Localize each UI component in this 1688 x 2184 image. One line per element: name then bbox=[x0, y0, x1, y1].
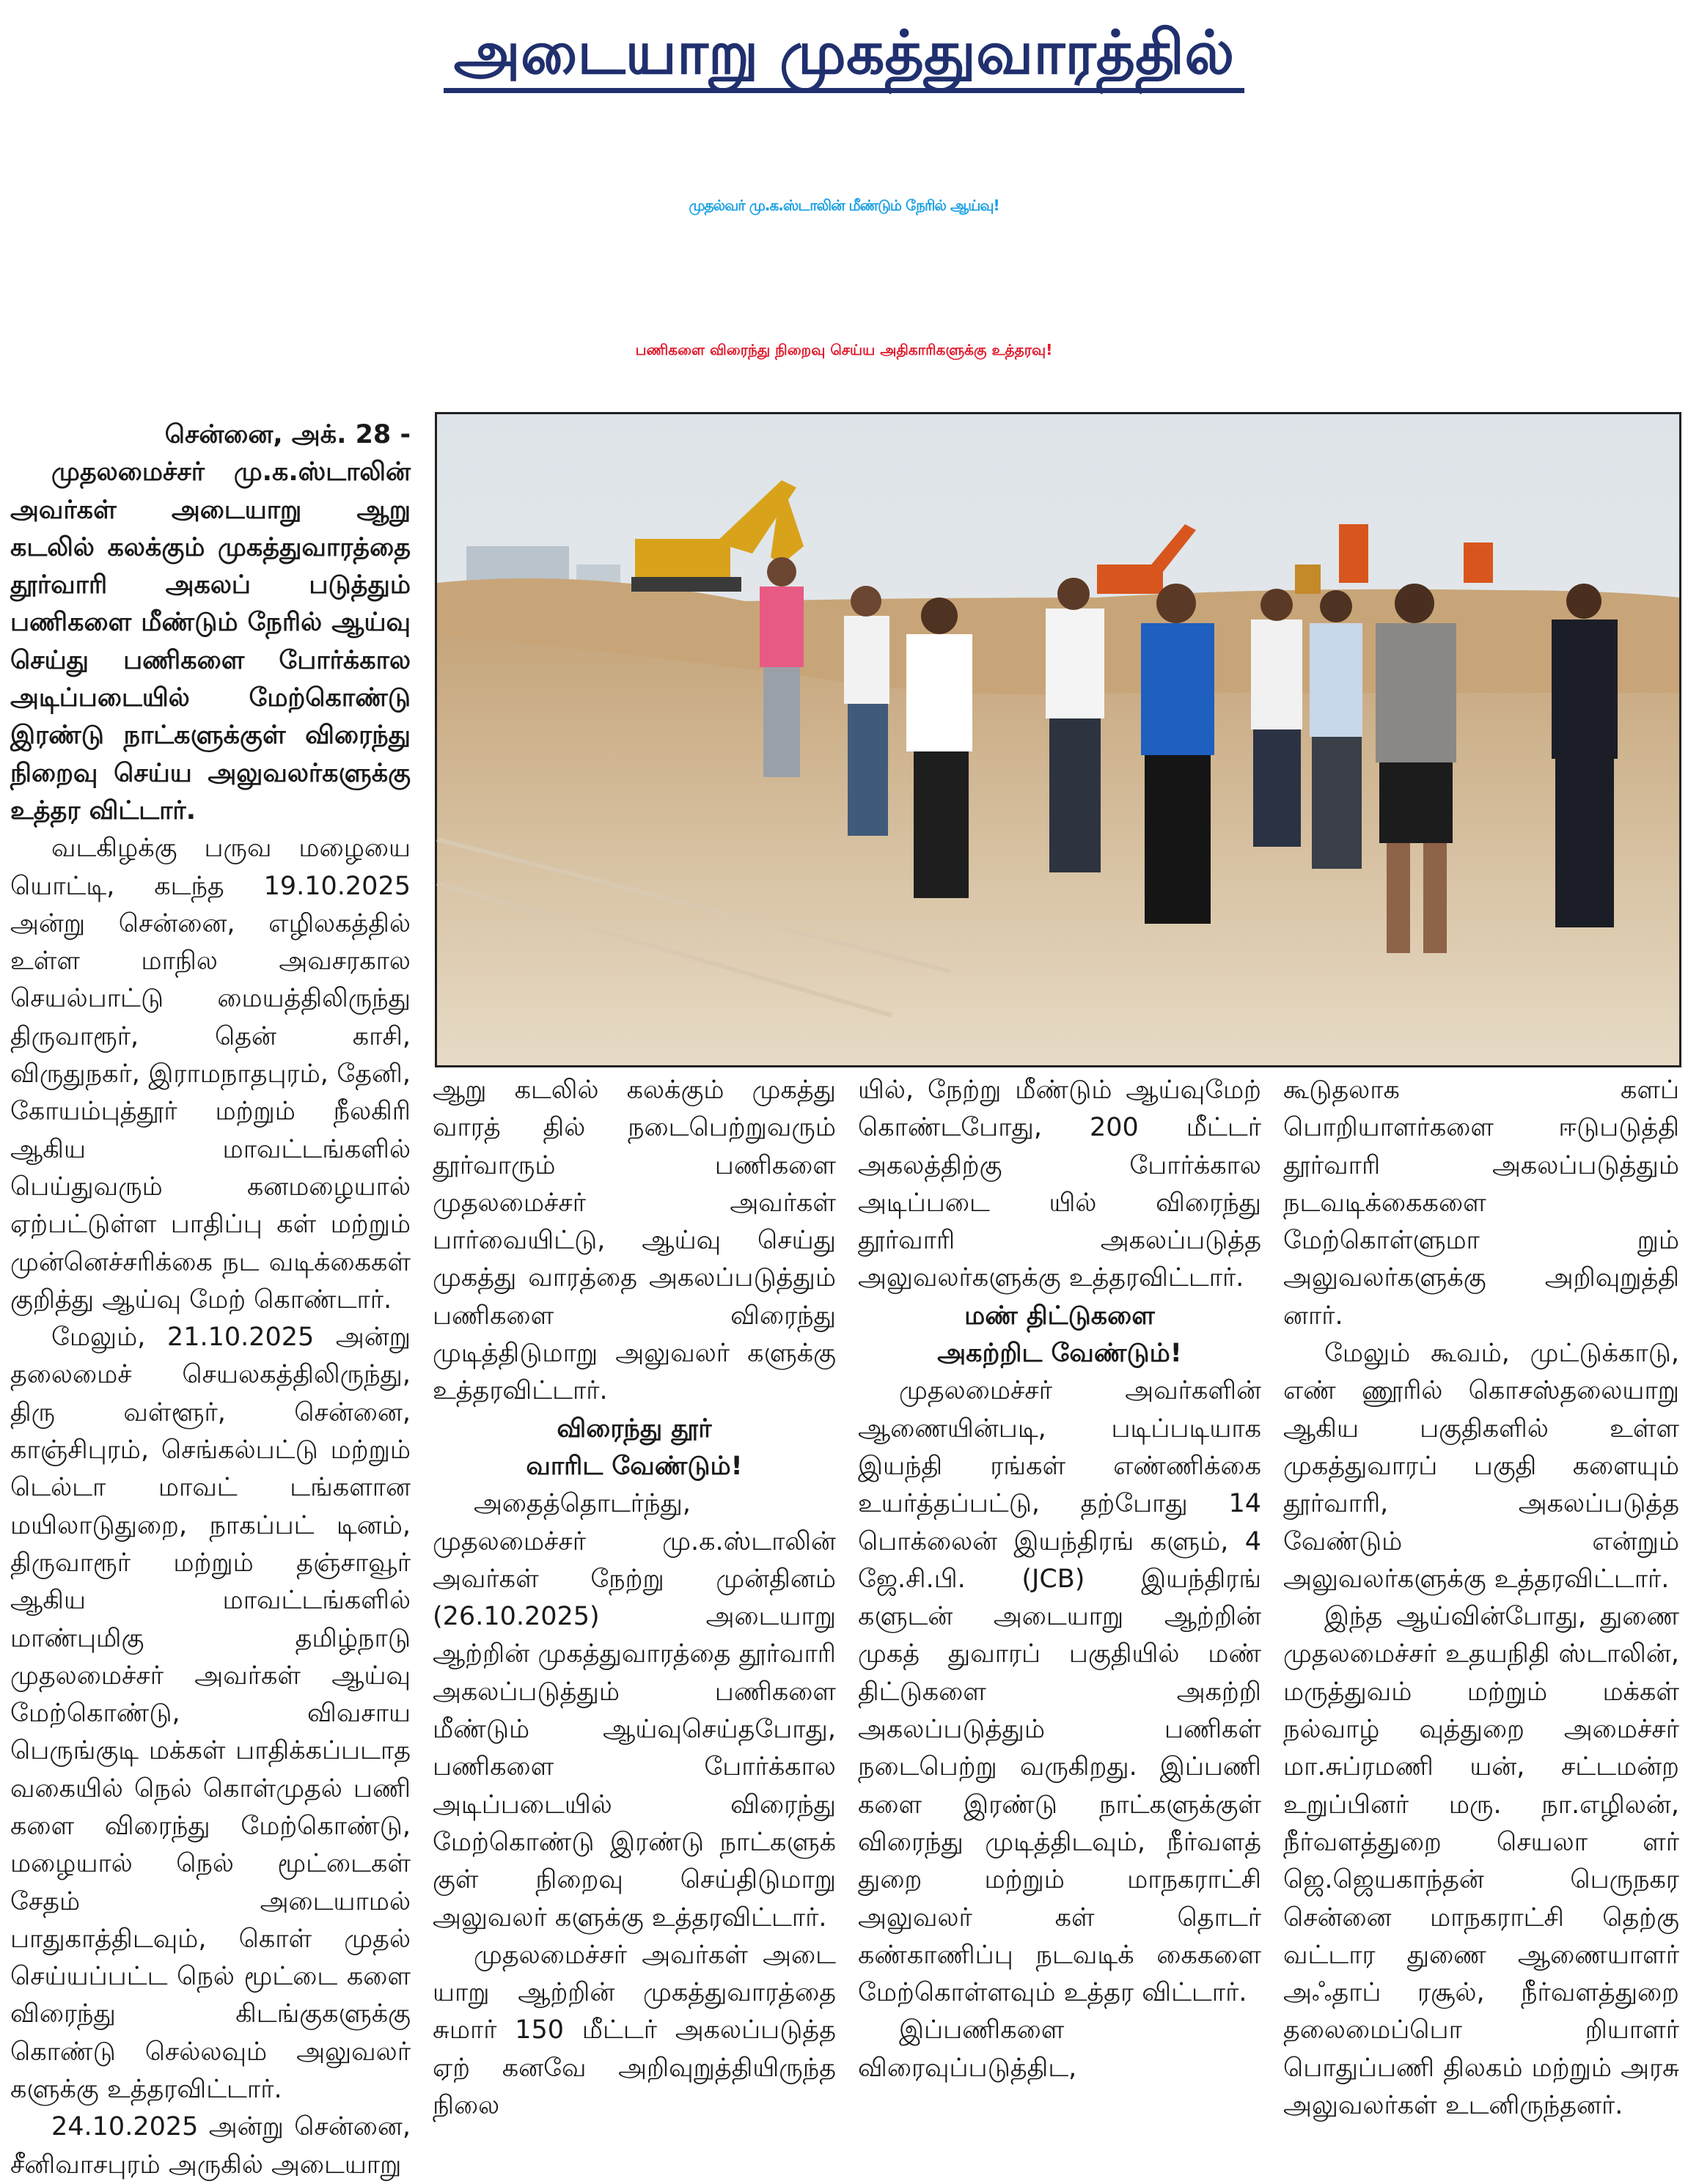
paragraph: யில், நேற்று மீண்டும் ஆய்வுமேற் கொண்டபோது, 200 மீட்டர் அகலத்திற்கு போர்க்கால அடிப்படை யில் விரைந்து தூர்வாரி அகலப்படுத்த அலுவலர்களுக்கு உத்தரவிட்டார். bbox=[858, 1076, 1261, 1293]
kicker-headline bbox=[0, 13, 1688, 94]
paragraph: கூடுதலாக களப் பொறியாளர்களை ஈடுபடுத்தி தூர்வாரி அகலப்படுத்தும் நடவடிக்கைகளை மேற்கொள்ளுமா றும் அலுவலர்களுக்கு அறிவுறுத்தி னார். bbox=[1283, 1076, 1679, 1331]
paragraph: முதலமைச்சர் அவர்களின் ஆணையின்படி, படிப்படியாக இயந்தி ரங்கள் எண்ணிக்கை உயர்த்தப்பட்டு, தற்போது 14 பொக்லைன் இயந்திரங் களும், 4 ஜே.சி.பி. (JCB) இயந்திரங் களுடன் அடையாறு ஆற்றின் முகத் துவாரப் பகுதியில் மண் திட்டுகளை அகற்றி அகலப்படுத்தும் பணிகள் நடைபெற்று வருகிறது. இப்பணி களை இரண்டு நாட்களுக்குள் விரைந்து முடித்திடவும், நீர்வளத் துறை மற்றும் மாநகராட்சி அலுவலர் கள் தொடர் கண்காணிப்பு நடவடிக் கைகளை மேற்கொள்ளவும் உத்தர விட்டார். bbox=[858, 1376, 1261, 2008]
section-subheading: அகற்றிட வேண்டும்! bbox=[937, 1339, 1182, 1369]
paragraph: இந்த ஆய்வின்போது, துணை முதலமைச்சர் உதயநிதி ஸ்டாலின், மருத்துவம் மற்றும் மக்கள் நல்வாழ் வுத்துறை அமைச்சர் மா.சுப்ரமணி யன், சட்டமன்ற உறுப்பினர் மரு. நா.எழிலன், நீர்வளத்துறை செயலா ளர் ஜெ.ஜெயகாந்தன் பெருநகர சென்னை மாநகராட்சி தெற்கு வட்டார துணை ஆணையாளர் அஃதாப் ரசூல், நீர்வளத்துறை தலைமைப்பொ றியாளர் பொதுப்பணி திலகம் மற்றும் அரசு அலுவலர்கள் உடனிருந்தனர். bbox=[1283, 1602, 1679, 2121]
paragraph: முதலமைச்சர் அவர்கள் அடை யாறு ஆற்றின் முகத்துவாரத்தை சுமார் 150 மீட்டர் அகலப்படுத்த ஏற் கனவே அறிவுறுத்தியிருந்த நிலை bbox=[433, 1940, 836, 2121]
paragraph: மேலும், 21.10.2025 அன்று தலைமைச் செயலகத்திலிருந்து, திரு வள்ளூர், சென்னை, காஞ்சிபுரம், செங்கல்பட்டு மற்றும் டெல்டா மாவட் டங்களான மயிலாடுதுறை, நாகப்பட் டினம், திருவாரூர் மற்றும் தஞ்சாவூர் ஆகிய மாவட்டங்களில் மாண்புமிகு தமிழ்நாடு முதலமைச்சர் அவர்கள் ஆய்வு மேற்கொண்டு, விவசாய பெருங்குடி மக்கள் பாதிக்கப்படாத வகையில் நெல் கொள்முதல் பணி களை விரைந்து மேற்கொண்டு, மழையால் நெல் மூட்டைகள் சேதம் அடையாமல் பாதுகாத்திடவும், கொள் முதல் செய்யப்பட்ட நெல் மூட்டை களை விரைந்து கிடங்குகளுக்கு கொண்டு செல்லவும் அலுவலர் களுக்கு உத்தரவிட்டார். bbox=[10, 1323, 411, 2105]
article-column-1 bbox=[10, 416, 411, 2180]
article-column-3 bbox=[858, 1072, 1261, 2083]
article-column-2 bbox=[433, 1072, 836, 2121]
paragraph: இப்பணிகளை விரைவுப்படுத்திட, bbox=[858, 2015, 1077, 2083]
section-subheading: விரைந்து தூர் bbox=[557, 1413, 712, 1444]
article-column-4 bbox=[1283, 1072, 1679, 2121]
paragraph: அதைத்தொடர்ந்து, முதலமைச்சர் மு.க.ஸ்டாலின் அவர்கள் நேற்று முன்தினம் (26.10.2025) அடையாறு ஆற்றின் முகத்துவாரத்தை தூர்வாரி அகலப்படுத்தும் பணிகளை மீண்டும் ஆய்வுசெய்தபோது, பணிகளை போர்க்கால அடிப்படையில் விரைந்து மேற்கொண்டு இரண்டு நாட்களுக் குள் நிறைவு செய்திடுமாறு அலுவலர் களுக்கு உத்தரவிட்டார். bbox=[433, 1489, 836, 1933]
lead-paragraph: முதலமைச்சர் மு.க.ஸ்டாலின் அவர்கள் அடையாறு ஆறு கடலில் கலக்கும் முகத்துவாரத்தை தூர்வாரி அகலப் படுத்தும் பணிகளை மீண்டும் நேரில் ஆய்வு செய்து பணிகளை போர்க்கால அடிப்படையில் மேற்கொண்டு இரண்டு நாட்களுக்குள் விரைந்து நிறைவு செய்ய அலுவலர்களுக்கு உத்தர விட்டார். bbox=[10, 457, 411, 826]
news-photo bbox=[435, 412, 1681, 1067]
dateline: சென்னை, அக். 28 - bbox=[164, 420, 411, 449]
section-subheading: வாரிட வேண்டும்! bbox=[526, 1451, 743, 1481]
paragraph: மேலும் கூவம், முட்டுக்காடு, எண் ணூரில் கொசஸ்தலையாறு ஆகிய பகுதிகளில் உள்ள முகத்துவாரப் பகுதி களையும் தூர்வாரி, அகலப்படுத்த வேண்டும் என்றும் அலுவலர்களுக்கு உத்தரவிட்டார். bbox=[1283, 1339, 1679, 1594]
paragraph: ஆறு கடலில் கலக்கும் முகத்து வாரத் தில் நடைபெற்றுவரும் தூர்வாரும் பணிகளை முதலமைச்சர் அவர்கள் பார்வையிட்டு, ஆய்வு செய்து முகத்து வாரத்தை அகலப்படுத்தும் பணிகளை விரைந்து முடித்திடுமாறு அலுவலர் களுக்கு உத்தரவிட்டார். bbox=[433, 1076, 836, 1406]
paragraph: 24.10.2025 அன்று சென்னை, சீனிவாசபுரம் அருகில் அடையாறு bbox=[10, 2112, 411, 2180]
sub-headline: பணிகளை விரைந்து நிறைவு செய்ய அதிகாரிகளுக்கு உத்தரவு! bbox=[635, 341, 1053, 359]
kicker-text: அடையாறு முகத்துவாரத்தில் bbox=[444, 18, 1245, 93]
section-subheading: மண் திட்டுகளை bbox=[964, 1301, 1155, 1331]
site-inspection-photo-icon bbox=[437, 414, 1679, 1065]
paragraph: வடகிழக்கு பருவ மழையை யொட்டி, கடந்த 19.10.2025 அன்று சென்னை, எழிலகத்தில் உள்ள மாநில அவசரகால செயல்பாட்டு மையத்திலிருந்து திருவாரூர், தென் காசி, விருதுநகர், இராமநாதபுரம், தேனி, கோயம்புத்தூர் மற்றும் நீலகிரி ஆகிய மாவட்டங்களில் பெய்துவரும் கனமழையால் ஏற்பட்டுள்ள பாதிப்பு கள் மற்றும் முன்னெச்சரிக்கை நட வடிக்கைகள் குறித்து ஆய்வு மேற் கொண்டார். bbox=[10, 834, 411, 1315]
main-headline: முதல்வர் மு.க.ஸ்டாலின் மீண்டும் நேரில் ஆய்வு! bbox=[689, 196, 999, 214]
